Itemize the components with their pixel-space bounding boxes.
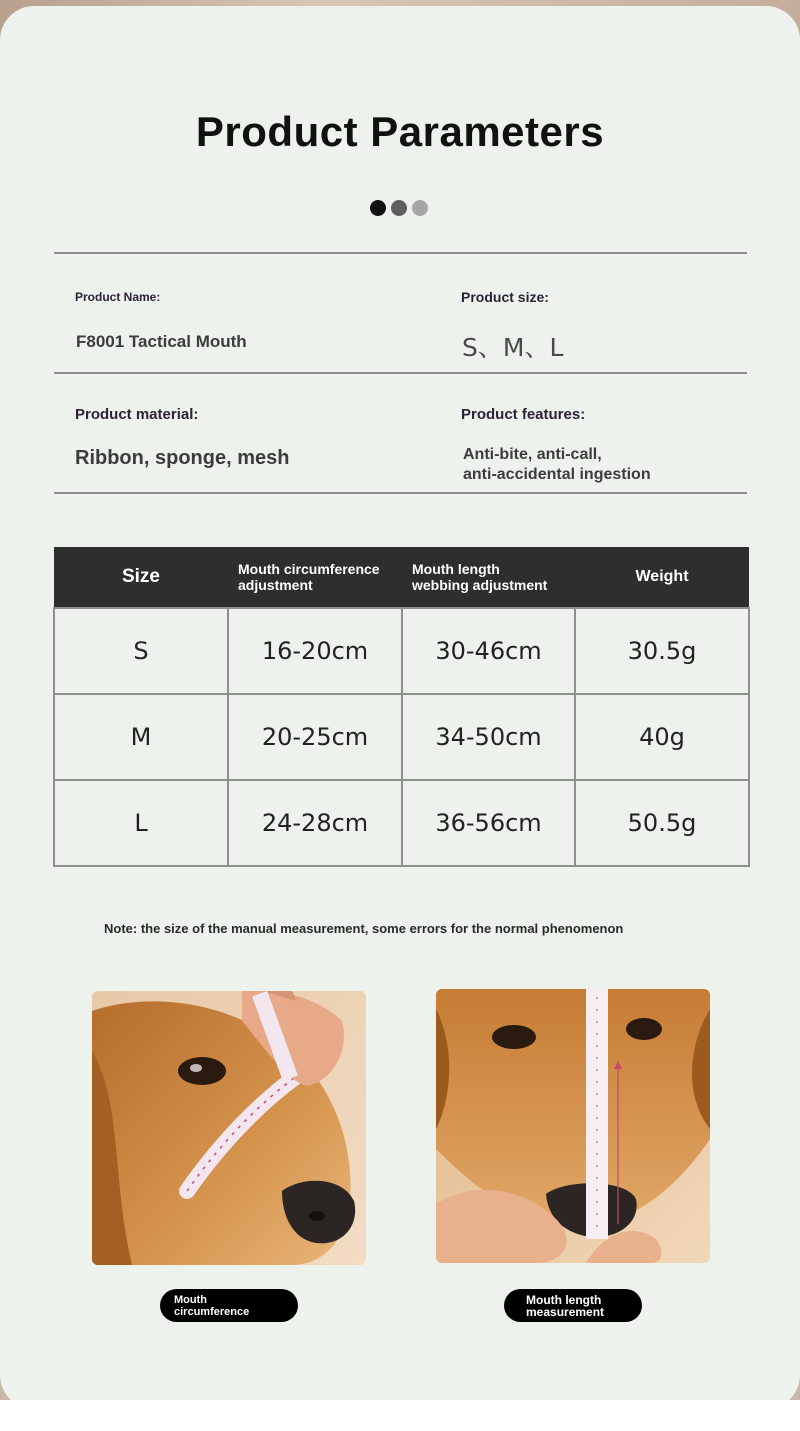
carousel-dot-1[interactable] — [370, 200, 386, 216]
cell-length: 34-50cm — [402, 694, 575, 780]
right-caption-line-1: Mouth length — [526, 1293, 602, 1307]
cell-circumference: 16-20cm — [228, 608, 402, 694]
header-length — [402, 547, 575, 608]
product-features-value — [463, 445, 651, 485]
right-caption-line-2: measurement — [526, 1305, 605, 1319]
divider-middle — [54, 372, 747, 374]
divider-top — [54, 252, 747, 254]
header-len-line-1: Mouth length — [412, 561, 500, 577]
header-weight: Weight — [575, 547, 749, 608]
header-circumference — [228, 547, 402, 608]
carousel-dots — [370, 200, 428, 216]
product-features-label: Product features: — [461, 406, 586, 423]
cell-circumference: 20-25cm — [228, 694, 402, 780]
features-line-2: anti-accidental ingestion — [463, 466, 651, 483]
table-row — [54, 780, 749, 866]
mouth-length-caption — [504, 1289, 642, 1322]
carousel-dot-2[interactable] — [391, 200, 407, 216]
header-circ-line-2: adjustment — [238, 577, 313, 593]
table-row — [54, 694, 749, 780]
cell-weight: 50.5g — [575, 780, 749, 866]
measurement-note: Note: the size of the manual measurement, some errors for the normal phenomenon — [104, 921, 624, 936]
left-caption-line-1: Mouth — [174, 1294, 207, 1306]
product-name-value: F8001 Tactical Mouth — [76, 332, 247, 351]
cell-length: 30-46cm — [402, 608, 575, 694]
dog-length-illustration — [436, 989, 710, 1263]
header-circ-line-1: Mouth circumference — [238, 561, 380, 577]
mouth-length-photo — [436, 989, 710, 1263]
product-material-value: Ribbon, sponge, mesh — [75, 447, 290, 469]
cell-circumference: 24-28cm — [228, 780, 402, 866]
divider-bottom — [54, 492, 747, 494]
cell-size: S — [54, 608, 228, 694]
cell-weight: 30.5g — [575, 608, 749, 694]
carousel-dot-3[interactable] — [412, 200, 428, 216]
size-table — [53, 547, 750, 867]
table-row — [54, 608, 749, 694]
header-size: Size — [54, 547, 228, 608]
product-size-value: S、M、L — [462, 333, 564, 362]
cell-weight: 40g — [575, 694, 749, 780]
features-line-1: Anti-bite, anti-call, — [463, 446, 602, 463]
cell-length: 36-56cm — [402, 780, 575, 866]
cell-size: L — [54, 780, 228, 866]
header-len-line-2: webbing adjustment — [412, 577, 548, 593]
size-table-header — [54, 547, 749, 608]
cell-size: M — [54, 694, 228, 780]
page-title: Product Parameters — [195, 108, 605, 155]
mouth-circumference-caption — [160, 1289, 298, 1322]
mouth-circumference-photo — [92, 991, 366, 1265]
product-name-label: Product Name: — [75, 290, 161, 304]
product-size-label: Product size: — [461, 289, 549, 305]
dog-circumference-illustration — [92, 991, 366, 1265]
product-material-label: Product material: — [75, 406, 199, 423]
page-bottom — [0, 1400, 800, 1431]
left-caption-line-2: circumference — [174, 1306, 250, 1318]
